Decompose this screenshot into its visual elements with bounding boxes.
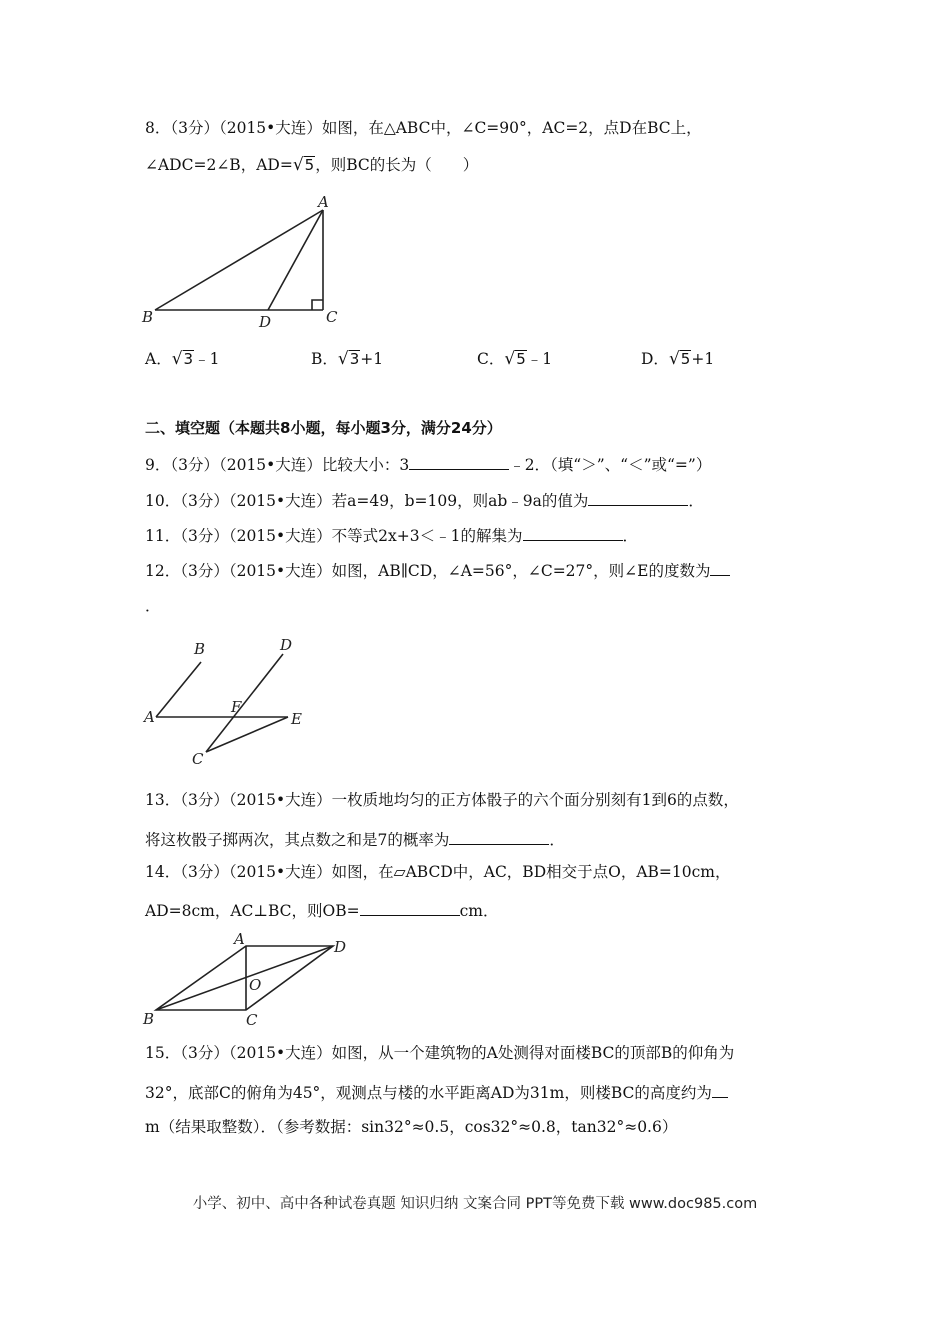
- choice-tail: ﹣1: [526, 350, 553, 368]
- q9-answer-blank[interactable]: [409, 453, 509, 470]
- q8-line2-pre: ∠ADC=2∠B，AD=: [145, 156, 293, 174]
- q14-label-A: A: [234, 930, 245, 948]
- q8-label-A: A: [318, 193, 329, 211]
- q9-text: 9．（3分）（2015•大连）比较大小：3: [145, 456, 410, 474]
- choice-radicand: 3: [349, 350, 360, 368]
- q8-line2: [145, 155, 478, 175]
- q15-answer-blank[interactable]: [712, 1081, 728, 1098]
- choice-tail: +1: [691, 350, 715, 368]
- q14-parallelogram-figure: [138, 928, 353, 1033]
- sqrt-symbol: √ 5: [504, 349, 526, 369]
- q14-label-O: O: [249, 976, 262, 994]
- q8-label-B: B: [142, 308, 154, 326]
- choice-radicand: 5: [516, 350, 526, 368]
- q14-line1: 14．（3分）（2015•大连）如图，在▱ABCD中，AC，BD相交于点O，AB=10cm，: [145, 863, 731, 881]
- q13-line1: 13．（3分）（2015•大连）一枚质地均匀的正方体骰子的六个面分别刻有1到6的点数，: [145, 791, 739, 809]
- q8-label-C: C: [326, 308, 338, 326]
- q12-line: [145, 559, 730, 581]
- q8-choice-a[interactable]: [145, 349, 219, 369]
- sqrt-symbol: √ 5: [292, 155, 315, 175]
- choice-letter: D．: [641, 350, 669, 368]
- q9-line: [145, 453, 711, 475]
- q12-parallel-lines-figure: [138, 632, 318, 772]
- q10-text-post: ．: [688, 492, 704, 510]
- q12-label-F: F: [231, 698, 242, 716]
- q8-line2-radicand: 5: [304, 156, 315, 174]
- choice-radicand: 3: [183, 350, 194, 368]
- q12-label-D: D: [280, 636, 293, 654]
- q8-line2-post: ，则BC的长为（ ）: [315, 156, 479, 174]
- q14-label-D: D: [334, 938, 347, 956]
- q12-label-B: B: [194, 640, 206, 658]
- q12-line2: ．: [145, 597, 161, 615]
- q14-line2: [145, 899, 499, 921]
- q13-text-post: ．: [549, 831, 565, 849]
- q10-text: 10．（3分）（2015•大连）若a=49，b=109，则ab﹣9a的值为: [145, 492, 589, 510]
- choice-letter: B．: [311, 350, 338, 368]
- q12-answer-blank[interactable]: [710, 559, 730, 576]
- q15-line1: 15．（3分）（2015•大连）如图，从一个建筑物的A处测得对面楼BC的顶部B的仰角为: [145, 1044, 735, 1062]
- q15-line3: m（结果取整数）．（参考数据：sin32°≈0.5，cos32°≈0.8，tan32°≈0.6）: [145, 1118, 678, 1136]
- q13-line2: [145, 828, 565, 850]
- q14-label-C: C: [246, 1011, 258, 1029]
- sqrt-symbol: √ 5: [668, 349, 691, 369]
- sqrt-symbol: √ 3: [171, 349, 194, 369]
- q11-answer-blank[interactable]: [523, 524, 623, 541]
- choice-radicand: 5: [680, 350, 691, 368]
- q8-triangle-figure: [138, 190, 348, 330]
- q15-line2: [145, 1081, 728, 1103]
- choice-tail: +1: [360, 350, 384, 368]
- q14-text-post: cm．: [459, 902, 499, 920]
- q10-answer-blank[interactable]: [588, 489, 688, 506]
- choice-letter: C．: [477, 350, 505, 368]
- choice-tail: ﹣1: [194, 350, 220, 368]
- section-title: 二、填空题（本题共8小题，每小题3分，满分24分）: [145, 419, 502, 437]
- q11-text-post: ．: [622, 527, 639, 545]
- q14-label-B: B: [143, 1010, 155, 1028]
- q14-text: AD=8cm，AC⊥BC，则OB=: [145, 902, 360, 920]
- q12-label-A: A: [144, 708, 155, 726]
- q10-line: [145, 489, 704, 511]
- q12-label-C: C: [192, 750, 204, 768]
- q13-text: 将这枚骰子掷两次，其点数之和是7的概率为: [145, 831, 450, 849]
- q12-label-E: E: [291, 710, 302, 728]
- sqrt-symbol: √ 3: [337, 349, 360, 369]
- q8-label-D: D: [259, 313, 272, 330]
- q8-choice-b[interactable]: [311, 349, 383, 369]
- q12-text: 12．（3分）（2015•大连）如图，AB∥CD，∠A=56°，∠C=27°，则∠E的度数为: [145, 562, 711, 580]
- q11-line: [145, 524, 638, 546]
- q8-line1: 8．（3分）（2015•大连）如图，在△ABC中，∠C=90°，AC=2，点D在BC上，: [145, 119, 702, 137]
- page-footer: 小学、初中、高中各种试卷真题 知识归纳 文案合同 PPT等免费下载 www.doc985.com: [192, 1196, 758, 1212]
- q15-text: 32°，底部C的俯角为45°，观测点与楼的水平距离AD为31m，则楼BC的高度约为: [145, 1084, 712, 1102]
- q9-text-post: ﹣2．（填“＞”、“＜”或“=”）: [509, 456, 712, 474]
- q11-text: 11．（3分）（2015•大连）不等式2x+3＜﹣1的解集为: [145, 527, 523, 545]
- q13-answer-blank[interactable]: [449, 828, 549, 845]
- q8-choice-d[interactable]: [641, 349, 714, 369]
- q8-choice-c[interactable]: [477, 349, 552, 369]
- q14-answer-blank[interactable]: [360, 899, 460, 916]
- choice-letter: A．: [145, 350, 172, 368]
